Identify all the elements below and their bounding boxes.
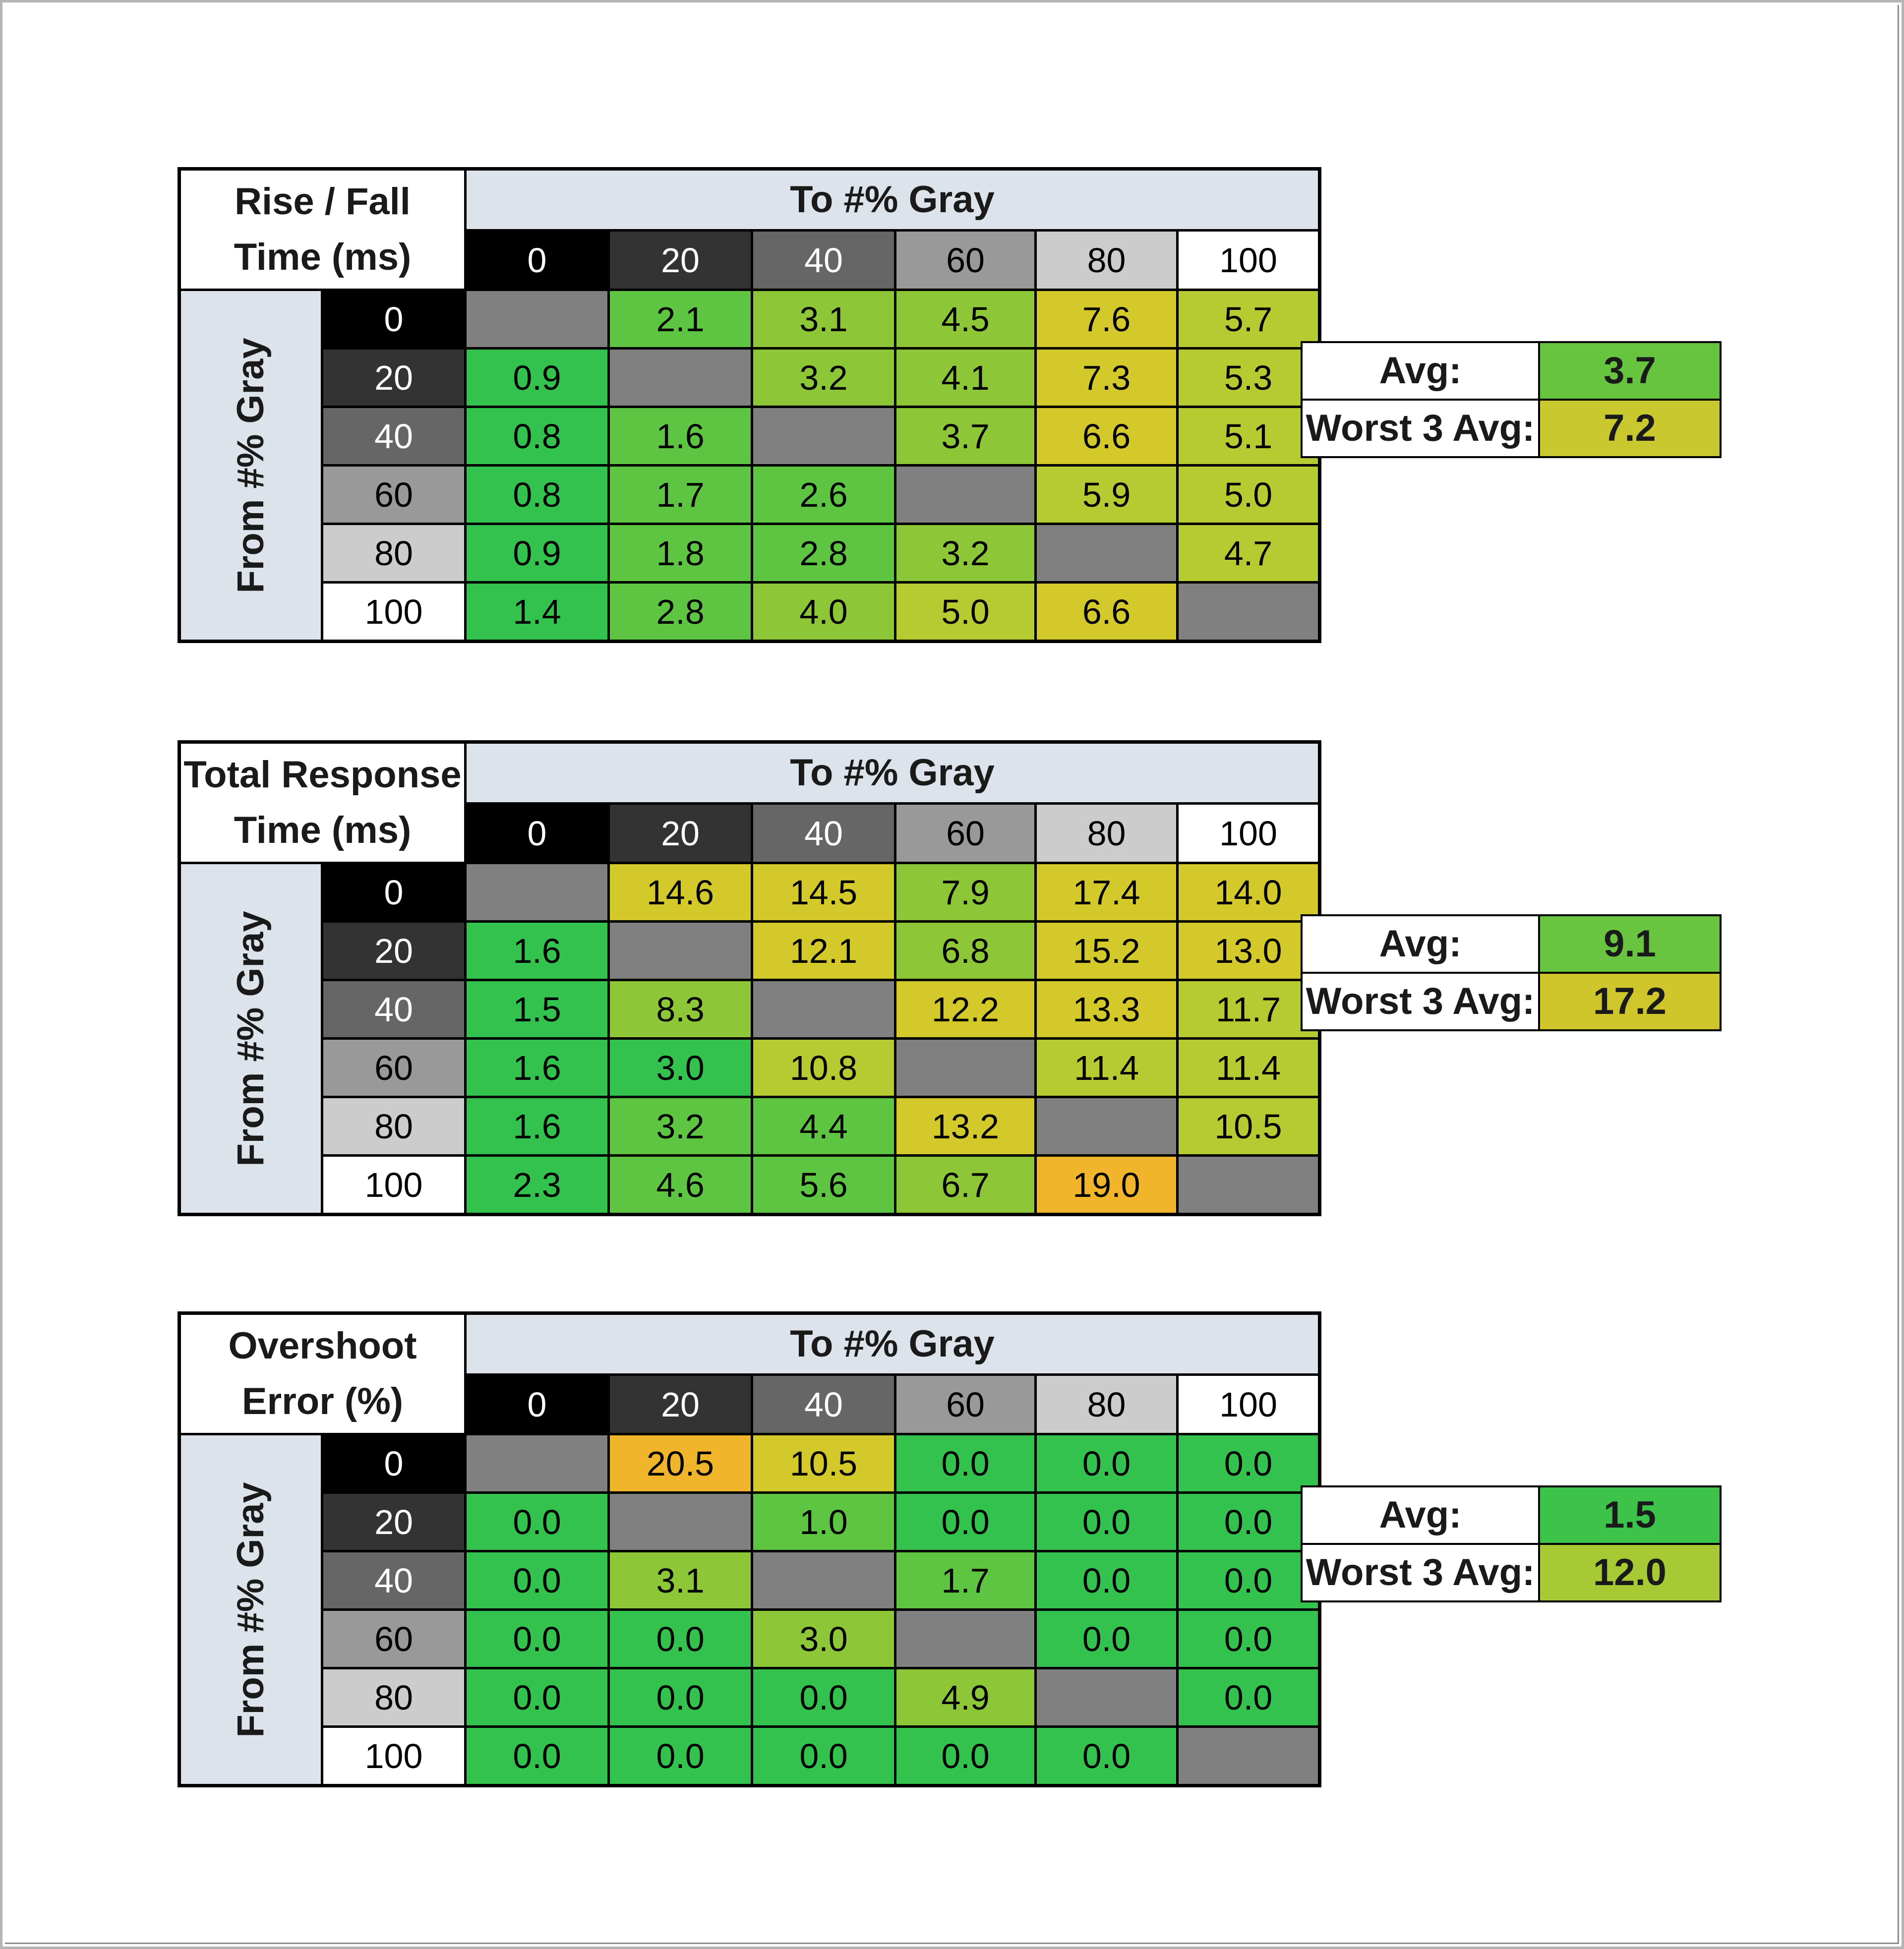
data-cell: 11.4 xyxy=(1037,1040,1176,1096)
data-cell: 10.5 xyxy=(753,1435,894,1491)
data-cell: 4.4 xyxy=(753,1098,894,1154)
data-cell: 3.0 xyxy=(610,1040,751,1096)
row-level-header: 40 xyxy=(323,1552,464,1608)
table-title-line: Total Response xyxy=(183,753,462,796)
data-cell: 14.6 xyxy=(610,864,751,920)
col-level-header: 100 xyxy=(1179,805,1318,862)
data-cell: 4.5 xyxy=(896,291,1034,347)
data-cell: 0.0 xyxy=(610,1611,751,1667)
data-cell: 6.6 xyxy=(1037,584,1176,640)
worst3-value: 7.2 xyxy=(1540,401,1720,456)
row-level-header: 40 xyxy=(323,408,464,464)
data-cell: 10.5 xyxy=(1179,1098,1318,1154)
col-level-header: 80 xyxy=(1037,1376,1176,1433)
data-cell: 0.8 xyxy=(467,467,607,523)
data-cell: 0.0 xyxy=(1037,1611,1176,1667)
data-cell: 11.4 xyxy=(1179,1040,1318,1096)
empty-cell xyxy=(467,1435,607,1491)
data-cell: 3.2 xyxy=(753,350,894,406)
row-level-header: 80 xyxy=(323,1669,464,1725)
empty-cell xyxy=(753,1552,894,1608)
data-cell: 0.0 xyxy=(1037,1494,1176,1550)
data-cell: 5.1 xyxy=(1179,408,1318,464)
data-cell: 8.3 xyxy=(610,981,751,1037)
table-title xyxy=(181,744,464,862)
data-cell: 0.0 xyxy=(753,1728,894,1784)
data-cell: 3.2 xyxy=(896,525,1034,581)
row-level-header: 100 xyxy=(323,1728,464,1784)
empty-cell xyxy=(610,1494,751,1550)
response-grid xyxy=(178,1311,1321,1787)
avg-label: Avg: xyxy=(1303,916,1538,972)
data-cell: 0.0 xyxy=(467,1494,607,1550)
col-level-header: 0 xyxy=(467,232,607,289)
data-cell: 0.9 xyxy=(467,350,607,406)
table-title-line: Time (ms) xyxy=(234,809,412,851)
col-level-header: 40 xyxy=(753,232,894,289)
avg-value: 9.1 xyxy=(1540,916,1720,972)
row-level-header: 20 xyxy=(323,350,464,406)
col-level-header: 100 xyxy=(1179,232,1318,289)
empty-cell xyxy=(1179,1157,1318,1213)
data-cell: 0.0 xyxy=(1037,1552,1176,1608)
row-level-header: 100 xyxy=(323,1157,464,1213)
row-level-header: 60 xyxy=(323,467,464,523)
empty-cell xyxy=(896,1611,1034,1667)
avg-value: 3.7 xyxy=(1540,343,1720,399)
data-cell: 3.1 xyxy=(753,291,894,347)
to-gray-header: To #% Gray xyxy=(467,1315,1318,1373)
data-cell: 0.0 xyxy=(467,1728,607,1784)
data-cell: 4.7 xyxy=(1179,525,1318,581)
averages-box xyxy=(1301,1485,1722,1602)
data-cell: 7.9 xyxy=(896,864,1034,920)
data-cell: 0.0 xyxy=(753,1669,894,1725)
table-title-line: Overshoot xyxy=(228,1324,417,1367)
data-cell: 13.0 xyxy=(1179,923,1318,979)
data-cell: 0.8 xyxy=(467,408,607,464)
data-cell: 12.2 xyxy=(896,981,1034,1037)
averages-box xyxy=(1301,914,1722,1031)
data-cell: 1.5 xyxy=(467,981,607,1037)
response-grid xyxy=(178,167,1321,643)
data-cell: 1.6 xyxy=(467,923,607,979)
row-level-header: 60 xyxy=(323,1040,464,1096)
data-cell: 0.0 xyxy=(896,1728,1034,1784)
data-cell: 1.6 xyxy=(467,1098,607,1154)
col-level-header: 80 xyxy=(1037,805,1176,862)
data-cell: 4.9 xyxy=(896,1669,1034,1725)
data-cell: 13.2 xyxy=(896,1098,1034,1154)
row-level-header: 80 xyxy=(323,525,464,581)
from-gray-header xyxy=(181,291,321,640)
avg-value: 1.5 xyxy=(1540,1487,1720,1543)
data-cell: 1.7 xyxy=(610,467,751,523)
empty-cell xyxy=(1037,1669,1176,1725)
empty-cell xyxy=(753,408,894,464)
data-cell: 4.6 xyxy=(610,1157,751,1213)
table-title xyxy=(181,1315,464,1433)
worst3-label: Worst 3 Avg: xyxy=(1303,974,1538,1029)
from-gray-label: From #% Gray xyxy=(230,1481,272,1738)
data-cell: 0.0 xyxy=(467,1669,607,1725)
worst3-value: 12.0 xyxy=(1540,1545,1720,1600)
averages-box xyxy=(1301,341,1722,458)
overshoot-table-block xyxy=(0,1311,1904,1777)
data-cell: 2.1 xyxy=(610,291,751,347)
row-level-header: 0 xyxy=(323,1435,464,1491)
data-cell: 6.8 xyxy=(896,923,1034,979)
data-cell: 3.7 xyxy=(896,408,1034,464)
data-cell: 3.2 xyxy=(610,1098,751,1154)
data-cell: 1.7 xyxy=(896,1552,1034,1608)
total-response-table-block xyxy=(0,740,1904,1206)
row-level-header: 60 xyxy=(323,1611,464,1667)
data-cell: 1.6 xyxy=(467,1040,607,1096)
worst3-label: Worst 3 Avg: xyxy=(1303,401,1538,456)
data-cell: 14.5 xyxy=(753,864,894,920)
col-level-header: 100 xyxy=(1179,1376,1318,1433)
data-cell: 0.0 xyxy=(896,1494,1034,1550)
data-cell: 1.0 xyxy=(753,1494,894,1550)
empty-cell xyxy=(467,864,607,920)
rise-fall-table-block xyxy=(0,167,1904,633)
data-cell: 3.0 xyxy=(753,1611,894,1667)
avg-label: Avg: xyxy=(1303,343,1538,399)
data-cell: 5.0 xyxy=(1179,467,1318,523)
data-cell: 11.7 xyxy=(1179,981,1318,1037)
row-level-header: 100 xyxy=(323,584,464,640)
row-level-header: 80 xyxy=(323,1098,464,1154)
data-cell: 4.1 xyxy=(896,350,1034,406)
empty-cell xyxy=(896,467,1034,523)
data-cell: 0.0 xyxy=(467,1552,607,1608)
col-level-header: 60 xyxy=(896,232,1034,289)
data-cell: 15.2 xyxy=(1037,923,1176,979)
data-cell: 0.0 xyxy=(1037,1435,1176,1491)
col-level-header: 60 xyxy=(896,805,1034,862)
data-cell: 0.0 xyxy=(1179,1552,1318,1608)
data-cell: 2.3 xyxy=(467,1157,607,1213)
data-cell: 6.6 xyxy=(1037,408,1176,464)
empty-cell xyxy=(610,923,751,979)
col-level-header: 20 xyxy=(610,232,751,289)
data-cell: 14.0 xyxy=(1179,864,1318,920)
data-cell: 0.0 xyxy=(610,1669,751,1725)
data-cell: 5.6 xyxy=(753,1157,894,1213)
avg-label: Avg: xyxy=(1303,1487,1538,1543)
data-cell: 5.9 xyxy=(1037,467,1176,523)
to-gray-header: To #% Gray xyxy=(467,171,1318,229)
empty-cell xyxy=(1037,1098,1176,1154)
data-cell: 0.0 xyxy=(1179,1494,1318,1550)
col-level-header: 20 xyxy=(610,1376,751,1433)
empty-cell xyxy=(1179,1728,1318,1784)
col-level-header: 0 xyxy=(467,1376,607,1433)
table-title-line: Error (%) xyxy=(241,1380,404,1422)
table-title xyxy=(181,171,464,289)
data-cell: 20.5 xyxy=(610,1435,751,1491)
data-cell: 2.6 xyxy=(753,467,894,523)
data-cell: 1.6 xyxy=(610,408,751,464)
empty-cell xyxy=(896,1040,1034,1096)
data-cell: 0.0 xyxy=(610,1728,751,1784)
response-grid xyxy=(178,740,1321,1216)
data-cell: 10.8 xyxy=(753,1040,894,1096)
col-level-header: 80 xyxy=(1037,232,1176,289)
data-cell: 17.4 xyxy=(1037,864,1176,920)
empty-cell xyxy=(1037,525,1176,581)
col-level-header: 40 xyxy=(753,805,894,862)
data-cell: 4.0 xyxy=(753,584,894,640)
row-level-header: 40 xyxy=(323,981,464,1037)
table-title-line: Rise / Fall xyxy=(235,180,411,223)
from-gray-header xyxy=(181,1435,321,1784)
data-cell: 0.0 xyxy=(1037,1728,1176,1784)
data-cell: 2.8 xyxy=(753,525,894,581)
row-level-header: 0 xyxy=(323,864,464,920)
data-cell: 0.0 xyxy=(1179,1611,1318,1667)
col-level-header: 20 xyxy=(610,805,751,862)
row-level-header: 20 xyxy=(323,1494,464,1550)
data-cell: 0.0 xyxy=(1179,1435,1318,1491)
data-cell: 1.4 xyxy=(467,584,607,640)
data-cell: 0.0 xyxy=(467,1611,607,1667)
empty-cell xyxy=(610,350,751,406)
data-cell: 7.3 xyxy=(1037,350,1176,406)
row-level-header: 0 xyxy=(323,291,464,347)
empty-cell xyxy=(467,291,607,347)
data-cell: 0.0 xyxy=(896,1435,1034,1491)
to-gray-header: To #% Gray xyxy=(467,744,1318,802)
data-cell: 19.0 xyxy=(1037,1157,1176,1213)
data-cell: 3.1 xyxy=(610,1552,751,1608)
data-cell: 0.9 xyxy=(467,525,607,581)
row-level-header: 20 xyxy=(323,923,464,979)
data-cell: 5.7 xyxy=(1179,291,1318,347)
data-cell: 5.0 xyxy=(896,584,1034,640)
empty-cell xyxy=(1179,584,1318,640)
from-gray-label: From #% Gray xyxy=(230,337,272,593)
col-level-header: 0 xyxy=(467,805,607,862)
from-gray-label: From #% Gray xyxy=(230,910,272,1167)
data-cell: 13.3 xyxy=(1037,981,1176,1037)
data-cell: 7.6 xyxy=(1037,291,1176,347)
data-cell: 1.8 xyxy=(610,525,751,581)
from-gray-header xyxy=(181,864,321,1213)
worst3-label: Worst 3 Avg: xyxy=(1303,1545,1538,1600)
worst3-value: 17.2 xyxy=(1540,974,1720,1029)
data-cell: 2.8 xyxy=(610,584,751,640)
table-title-line: Time (ms) xyxy=(234,236,412,278)
data-cell: 6.7 xyxy=(896,1157,1034,1213)
col-level-header: 60 xyxy=(896,1376,1034,1433)
empty-cell xyxy=(753,981,894,1037)
data-cell: 5.3 xyxy=(1179,350,1318,406)
col-level-header: 40 xyxy=(753,1376,894,1433)
data-cell: 0.0 xyxy=(1179,1669,1318,1725)
data-cell: 12.1 xyxy=(753,923,894,979)
